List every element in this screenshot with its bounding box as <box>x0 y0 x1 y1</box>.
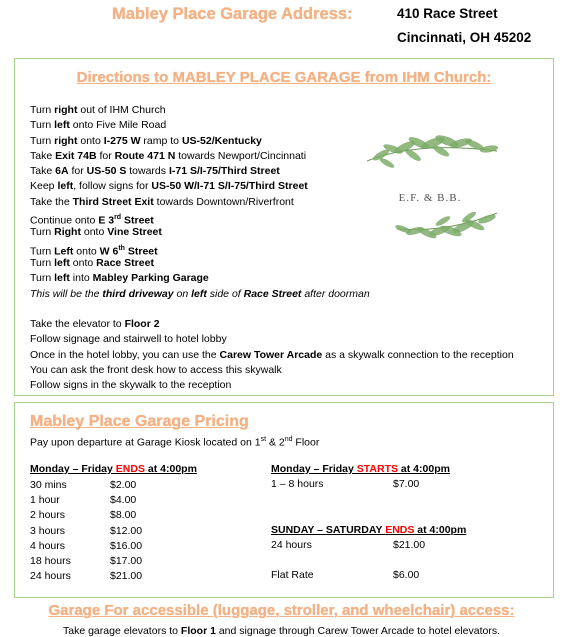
weekend-ends-heading: SUNDAY – SATURDAY ENDS at 4:00pm <box>271 524 467 536</box>
rate-price: $8.00 <box>110 509 137 522</box>
rate-row <box>30 524 143 539</box>
rate-time: 24 hours <box>30 570 71 583</box>
rate-time: 4 hours <box>30 539 66 552</box>
direction-step: You can ask the front desk how to access this skywalk <box>30 364 282 377</box>
rate-row <box>30 478 137 493</box>
direction-step: This will be the third driveway on left side of Race Street after doorman <box>30 287 370 300</box>
weekday-starts-heading: Monday – Friday STARTS at 4:00pm <box>271 463 450 475</box>
leaf-shape <box>435 215 451 227</box>
rate-time: 30 mins <box>30 479 67 491</box>
address-city: Cincinnati, OH 45202 <box>397 30 532 45</box>
rate-time: 3 hours <box>30 524 66 537</box>
weekend-rate-price: $21.00 <box>393 539 426 551</box>
rate-time: 2 hours <box>30 509 66 522</box>
rate-price: $21.00 <box>110 570 143 583</box>
accessible-title: Garage For accessible (luggage, stroller, and wheelchair) access: <box>48 602 515 619</box>
direction-step: Turn right out of IHM Church <box>30 104 166 116</box>
direction-step: Take 6A for US-50 S towards I-71 S/I-75/Third Street <box>30 165 280 178</box>
rate-price: $17.00 <box>110 554 143 567</box>
direction-step <box>30 302 514 317</box>
direction-step: Follow signs in the skywalk to the reception <box>30 379 232 392</box>
leaf-shape <box>379 157 395 169</box>
weekday-starts-rate-time: 1 – 8 hours <box>271 478 324 490</box>
rate-row <box>30 554 143 569</box>
direction-step: Once in the hotel lobby, you can use the Carew Tower Arcade as a skywalk connection to the reception <box>30 348 514 361</box>
leaf-shape <box>432 144 451 158</box>
directions-box <box>14 58 554 396</box>
leaf-shape <box>478 213 497 225</box>
rate-time: 1 hour <box>30 494 60 507</box>
rate-price: $12.00 <box>110 524 143 537</box>
direction-step: Take the Third Street Exit towards Downtown/Riverfront <box>30 195 294 208</box>
direction-step: Keep left, follow signs for US-50 W/I-71 S/I-75/Third Street <box>30 180 308 193</box>
weekday-starts-rate-price: $7.00 <box>393 478 420 490</box>
weekday-ends-heading: Monday – Friday ENDS at 4:00pm <box>30 463 197 475</box>
direction-step: Follow signage and stairwell to hotel lobby <box>30 333 227 346</box>
direction-step: Turn left onto Race Street <box>30 256 154 269</box>
direction-step: Turn Left onto W 6th Street <box>30 244 158 258</box>
accessible-text: Take garage elevators to Floor 1 and signage through Carew Tower Arcade to hotel elevators. <box>63 625 500 637</box>
rate-price: $16.00 <box>110 539 143 552</box>
monogram-text: E.F. & B.B. <box>398 192 462 204</box>
rate-row <box>30 508 137 523</box>
direction-step: Turn Right onto Vine Street <box>30 226 162 239</box>
weekday-ends-rates <box>30 478 143 584</box>
direction-step: Turn left into Mabley Parking Garage <box>30 272 209 285</box>
pricing-title: Mabley Place Garage Pricing <box>30 413 249 430</box>
directions-title: Directions to MABLEY PLACE GARAGE from IHM Church: <box>76 69 492 86</box>
direction-step: Take Exit 74B for Route 471 N towards Newport/Cincinnati <box>30 149 307 162</box>
address-street: 410 Race Street <box>397 6 498 21</box>
pricing-note: Pay upon departure at Garage Kiosk located on 1st & 2nd Floor <box>30 436 320 449</box>
flat-rate-price: $6.00 <box>393 569 420 581</box>
direction-step: Turn right onto I-275 W ramp to US-52/Kentucky <box>30 134 262 147</box>
direction-step: Continue onto E 3rd Street <box>30 214 154 227</box>
olive-branch-icon <box>347 121 513 247</box>
weekend-rate-time: 24 hours <box>271 539 312 551</box>
flat-rate-label: Flat Rate <box>271 569 314 581</box>
direction-step: Take the elevator to Floor 2 <box>30 318 160 331</box>
monogram-logo <box>347 121 513 247</box>
rate-row <box>30 493 137 508</box>
rate-price: $2.00 <box>110 479 137 491</box>
rate-time: 18 hours <box>30 554 71 567</box>
rate-row <box>30 539 143 554</box>
leaf-shape <box>395 224 412 234</box>
rate-price: $4.00 <box>110 494 137 507</box>
address-label: Mabley Place Garage Address: <box>112 5 353 23</box>
direction-step: Turn left onto Five Mile Road <box>30 119 167 132</box>
pricing-box <box>14 402 554 598</box>
rate-row <box>30 569 143 584</box>
